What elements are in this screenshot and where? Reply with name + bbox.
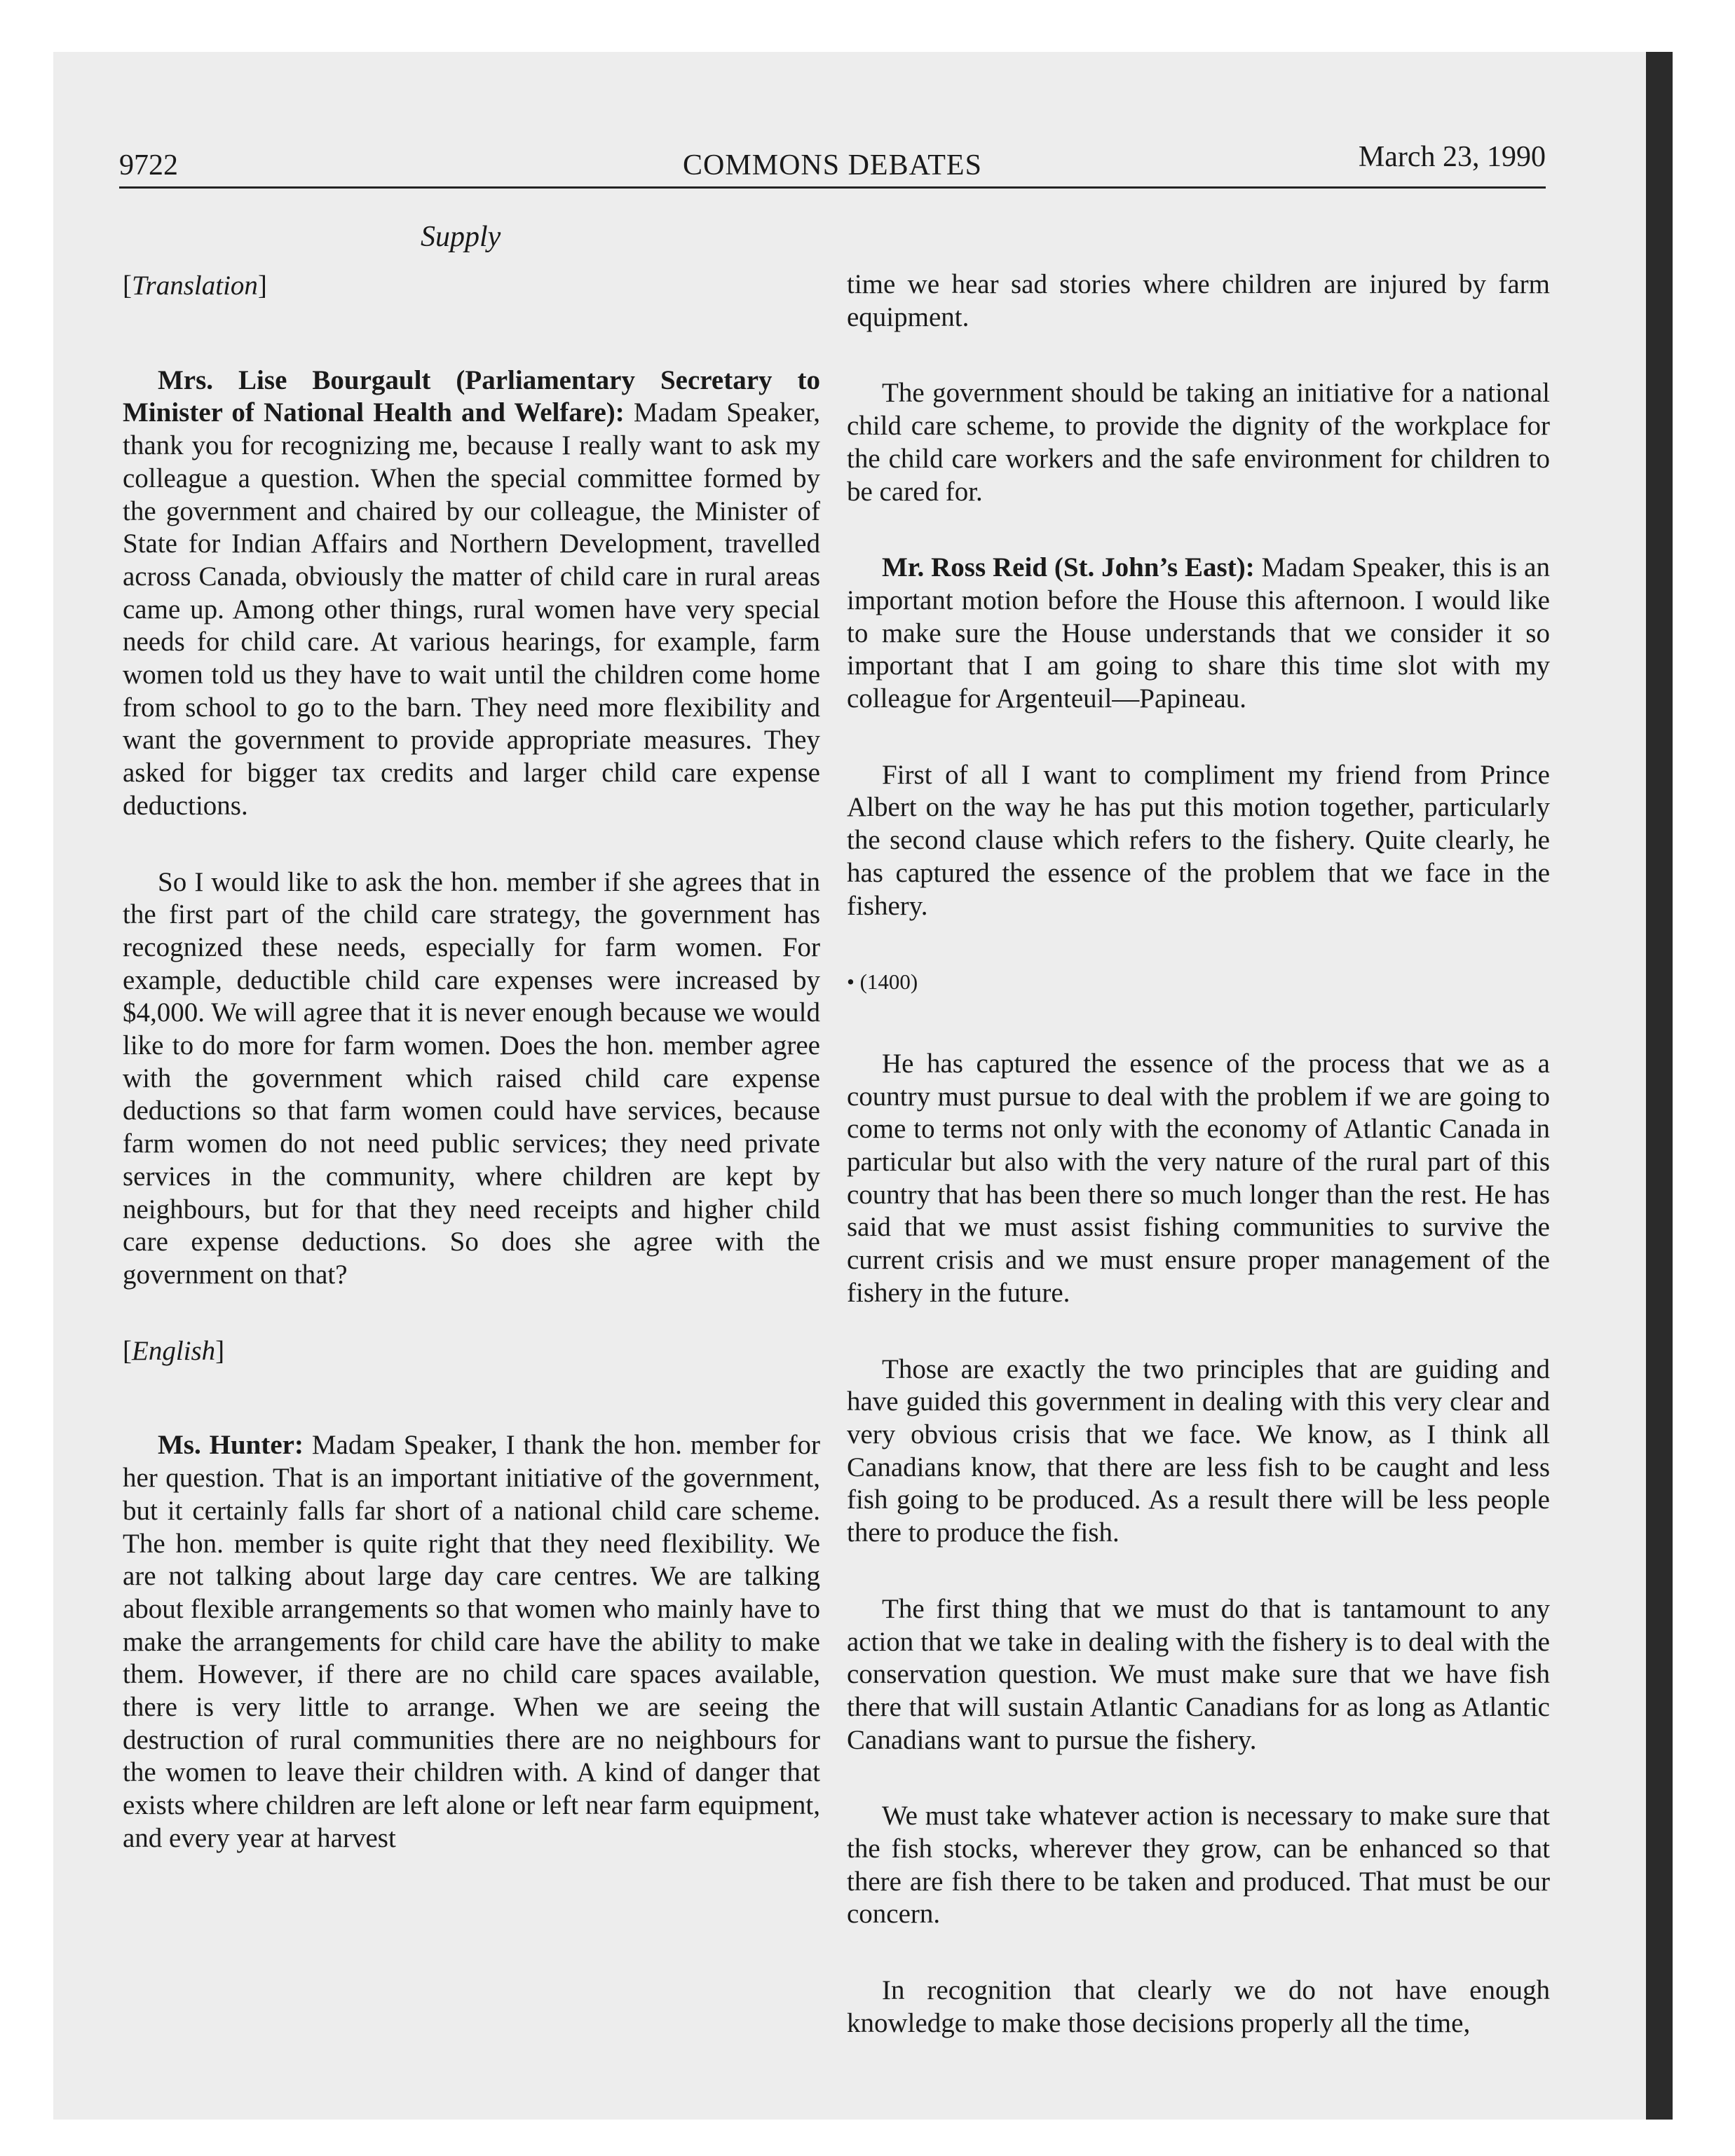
- speech-paragraph-continued: time we hear sad stories where children are injured by farm equipment.: [847, 269, 1550, 332]
- language-tag-translation: [Translation]: [123, 271, 267, 301]
- speech-paragraph: Those are exactly the two principles that are guiding and have guided this government in dealing with this very clear and very obvious crisis that we face. We know, as I think all Canadians know, that there are less fish to be caught and less fish going to be produced. As a result there will be less people there to produce the fish.: [847, 1353, 1550, 1548]
- speech-paragraph: The government should be taking an initiative for a national child care scheme, to provide the dignity of the workplace for the child care workers and the safe environment for children to be cared for.: [847, 378, 1550, 507]
- speech-paragraph: Mrs. Lise Bourgault (Parliamentary Secretary to Minister of National Health and Welfare): Madam Speaker, thank you for recognizing me, because I really want to ask my colleague a question. When the special committee formed by the government and chaired by our colleague, the Minister of State for Indian Affairs and Northern Development, travelled across Canada, obviously the matter of child care in rural areas came up. Among other things, rural women have very special needs for child care. At various hearings, for example, farm women told us they have to wait until the children come home from school to go to the barn. They need more flexibility and want the government to provide appropriate measures. They asked for bigger tax credits and larger child care expense deductions.: [123, 364, 820, 821]
- section-title: Supply: [421, 221, 501, 253]
- speech-paragraph: The first thing that we must do that is tantamount to any action that we take in dealing with the fishery is to deal with the conservation question. We must make sure that we have fish there that will sustain Atlantic Canadians for as long as Atlantic Canadians want to pursue the fishery.: [847, 1593, 1550, 1755]
- language-tag-english: [English]: [123, 1335, 225, 1366]
- speech-paragraph: He has captured the essence of the process that we as a country must pursue to deal with the problem if we are going to come to terms not only with the economy of Atlantic Canada in particular but also with the very nature of the rural part of this country that has been there so much longer than the rest. He has said that we must assist fishing communities to survive the current crisis and we must ensure proper management of the fishery in the future.: [847, 1048, 1550, 1308]
- speech-paragraph: We must take whatever action is necessary to make sure that the fish stocks, wherever they grow, can be enhanced so that there are fish there to be taken and produced. That must be our concern.: [847, 1801, 1550, 1930]
- time-marker: • (1400): [847, 969, 918, 995]
- page-number: 9722: [119, 149, 178, 182]
- speaker-name: Ms. Hunter:: [158, 1430, 304, 1461]
- publication-title: COMMONS DEBATES: [683, 149, 982, 182]
- right-column: [847, 268, 1550, 2084]
- speech-paragraph: First of all I want to compliment my friend from Prince Albert on the way he has put this motion together, particularly the second clause which refers to the fishery. Quite clearly, he has captured the essence of the problem that we face in the fishery.: [847, 759, 1550, 921]
- speech-paragraph: Ms. Hunter: Madam Speaker, I thank the hon. member for her question. That is an important initiative of the government, but it certainly falls far short of a national child care scheme. The hon. member is quite right that they need flexibility. We are not talking about large day care centres. We are talking about flexible arrangements so that women who mainly have to make the arrangements for child care have the ability to make them. However, if there are no child care spaces available, there is very little to arrange. When we are seeing the destruction of rural communities there are no neighbours for the women to leave their children with. A kind of danger that exists where children are left alone or left near farm equipment, and every year at harvest: [123, 1430, 820, 1853]
- header-rule: [119, 186, 1546, 189]
- left-column: [123, 270, 820, 1899]
- speaker-name: Mr. Ross Reid (St. John’s East):: [882, 552, 1255, 583]
- page-edge-shadow: [1646, 52, 1673, 2120]
- speaker-name: Mrs. Lise Bourgault (Parliamentary Secretary to Minister of National Health and Welfare):: [123, 364, 820, 428]
- page-header: [119, 140, 1546, 189]
- speech-paragraph: In recognition that clearly we do not have enough knowledge to make those decisions properly all the time,: [847, 1975, 1550, 2038]
- speech-paragraph: Mr. Ross Reid (St. John’s East): Madam Speaker, this is an important motion before the House this afternoon. I would like to make sure the House understands that we consider it so important that I am going to share this time slot with my colleague for Argenteuil—Papineau.: [847, 552, 1550, 714]
- speech-paragraph: So I would like to ask the hon. member if she agrees that in the first part of the child care strategy, the government has recognized these needs, especially for farm women. For example, deductible child care expenses were increased by $4,000. We will agree that it is never enough because we would like to do more for farm women. Does the hon. member agree with the government which raised child care expense deductions so that farm women could have services, because farm women do not need public services; they need private services in the community, where children are kept by neighbours, but for that they need receipts and higher child care expense deductions. So does she agree with the government on that?: [123, 866, 820, 1290]
- debate-date: March 23, 1990: [1358, 141, 1546, 173]
